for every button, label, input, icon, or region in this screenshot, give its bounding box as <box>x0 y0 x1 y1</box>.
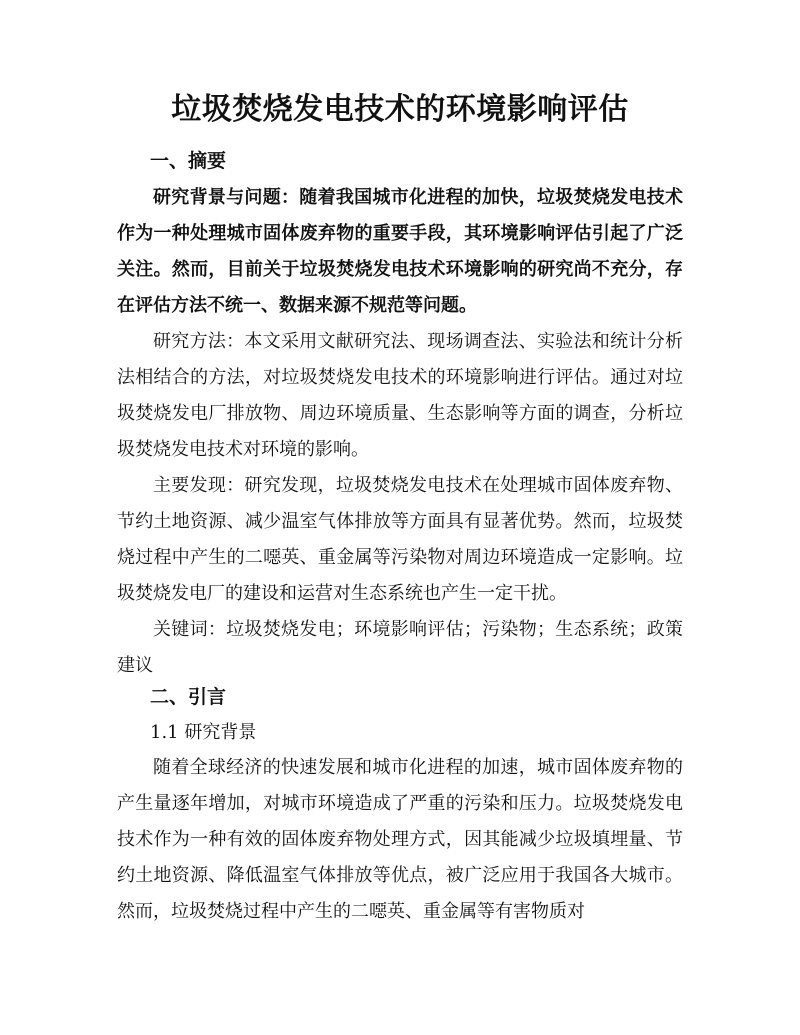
abstract-heading: 一、摘要 <box>150 150 227 172</box>
research-background-paragraph: 研究背景与问题：随着我国城市化进程的加快，垃圾焚烧发电技术作为一种处理城市固体废弃物的重要手段，其环境影响评估引起了广泛关注。然而，目前关于垃圾焚烧发电技术环境影响的研究尚不充分，存在评估方法不统一、数据来源不规范等问题。 <box>117 187 683 316</box>
research-methods-paragraph: 研究方法：本文采用文献研究法、现场调查法、实验法和统计分析法相结合的方法，对垃圾焚烧发电技术的环境影响进行评估。通过对垃圾焚烧发电厂排放物、周边环境质量、生态影响等方面的调查，分析垃圾焚烧发电技术对环境的影响。 <box>117 331 683 460</box>
introduction-heading: 二、引言 <box>150 686 227 708</box>
section-1-1-heading: 1.1 研究背景 <box>150 722 257 743</box>
introduction-paragraph: 随着全球经济的快速发展和城市化进程的加速，城市固体废弃物的产生量逐年增加，对城市环境造成了严重的污染和压力。垃圾焚烧发电技术作为一种有效的固体废弃物处理方式，因其能减少垃圾填埋量、节约土地资源、降低温室气体排放等优点，被广泛应用于我国各大城市。然而，垃圾焚烧过程中产生的二噁英、重金属等有害物质对 <box>117 757 683 922</box>
main-findings-paragraph: 主要发现：研究发现，垃圾焚烧发电技术在处理城市固体废弃物、节约土地资源、减少温室气体排放等方面具有显著优势。然而，垃圾焚烧过程中产生的二噁英、重金属等污染物对周边环境造成一定影响。垃圾焚烧发电厂的建设和运营对生态系统也产生一定干扰。 <box>117 475 683 604</box>
page-title: 垃圾焚烧发电技术的环境影响评估 <box>171 92 629 127</box>
keywords-paragraph: 关键词：垃圾焚烧发电；环境影响评估；污染物；生态系统；政策建议 <box>117 619 683 676</box>
